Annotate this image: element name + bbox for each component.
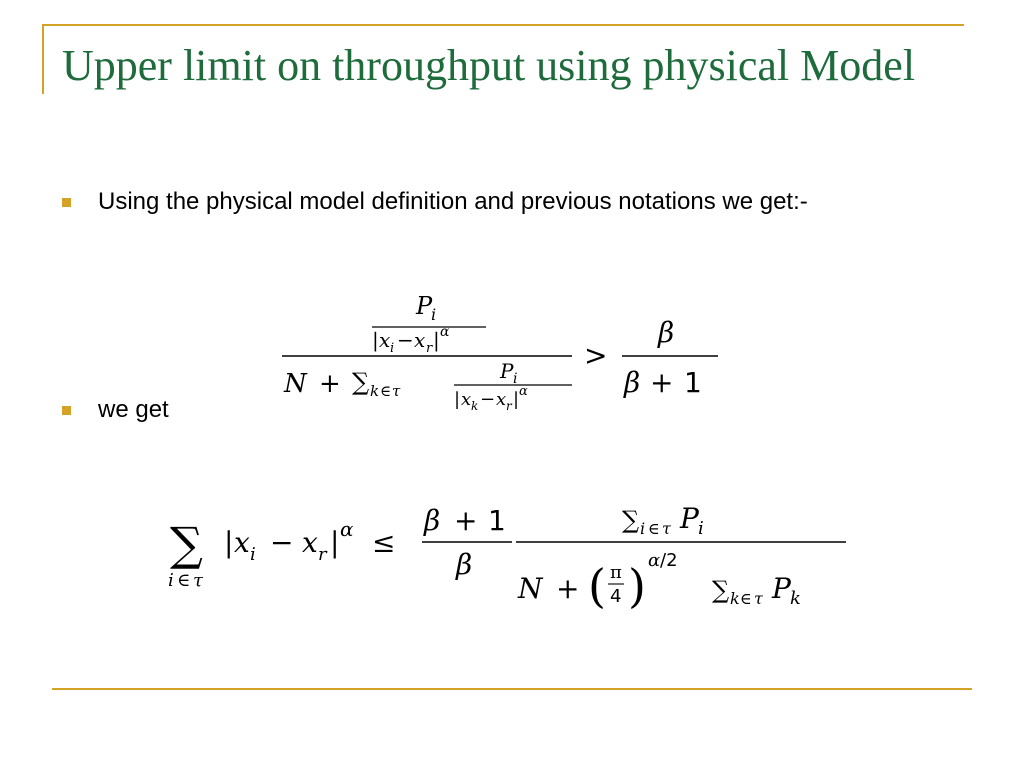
svg-text:P: P — [680, 502, 699, 535]
svg-text:∈: ∈ — [177, 570, 191, 591]
svg-text:x: x — [496, 389, 507, 410]
svg-text:i: i — [513, 371, 518, 387]
svg-text:τ: τ — [754, 589, 763, 608]
svg-text:β: β — [424, 504, 441, 537]
svg-text:−: − — [480, 389, 496, 410]
svg-text:∑: ∑ — [712, 576, 730, 604]
square-bullet-icon — [62, 198, 71, 207]
title-frame-left-rule — [42, 24, 44, 94]
svg-text:−: − — [397, 328, 414, 352]
svg-text:i: i — [431, 305, 437, 324]
svg-text:|: | — [513, 389, 520, 410]
svg-text:α: α — [519, 384, 528, 399]
equation-1-graphic — [276, 284, 726, 414]
svg-text:∈: ∈ — [740, 589, 752, 608]
footer-rule — [52, 688, 972, 690]
svg-text:|: | — [224, 526, 234, 559]
svg-text:P: P — [772, 572, 791, 605]
svg-text:+: + — [319, 369, 341, 399]
svg-text:P: P — [416, 292, 433, 320]
svg-text:x: x — [302, 526, 318, 559]
svg-text:τ: τ — [193, 570, 203, 591]
svg-text:|: | — [454, 389, 461, 410]
bullet-text-2: we get — [98, 396, 169, 423]
svg-text:+: + — [650, 366, 674, 399]
title-frame-top-rule — [42, 24, 964, 26]
svg-text:r: r — [506, 399, 512, 413]
svg-text:−: − — [270, 526, 294, 559]
svg-text:(: ( — [588, 559, 606, 613]
svg-text:1: 1 — [684, 366, 702, 399]
equation-2-graphic — [160, 494, 860, 624]
svg-text:P: P — [500, 359, 514, 383]
svg-text:x: x — [379, 328, 391, 352]
svg-text:i: i — [250, 544, 256, 565]
svg-text:): ) — [628, 559, 646, 613]
svg-text:i: i — [390, 341, 395, 356]
svg-text:|: | — [372, 328, 379, 352]
svg-text:1: 1 — [488, 504, 506, 537]
svg-text:β: β — [624, 366, 641, 399]
svg-text:r: r — [426, 341, 433, 356]
svg-text:∈: ∈ — [648, 519, 660, 538]
svg-text:i: i — [698, 518, 704, 539]
svg-text:/2: /2 — [660, 550, 678, 571]
svg-text:π: π — [610, 562, 622, 583]
svg-text:x: x — [234, 526, 250, 559]
svg-text:N: N — [284, 369, 307, 399]
slide-title: Upper limit on throughput using physical Model — [62, 41, 916, 90]
svg-text:k: k — [730, 589, 740, 608]
svg-text:x: x — [461, 389, 472, 410]
svg-text:k: k — [471, 399, 479, 413]
bullet-item-1 — [62, 188, 808, 216]
svg-text:α: α — [648, 550, 661, 571]
svg-text:i: i — [168, 570, 174, 591]
svg-text:|: | — [433, 328, 440, 352]
svg-text:α: α — [340, 517, 354, 541]
svg-text:k: k — [370, 382, 380, 400]
svg-text:|: | — [330, 526, 340, 559]
svg-text:+: + — [454, 504, 478, 537]
svg-text:∑: ∑ — [622, 506, 640, 534]
equation-sinr-condition — [276, 284, 726, 414]
square-bullet-icon — [62, 406, 71, 415]
svg-text:β: β — [658, 316, 675, 349]
bullet-item-2 — [62, 396, 169, 424]
svg-text:x: x — [414, 328, 426, 352]
svg-text:τ: τ — [662, 519, 671, 538]
svg-text:i: i — [640, 519, 646, 538]
svg-text:≤: ≤ — [372, 526, 396, 559]
svg-text:N: N — [518, 572, 543, 605]
svg-text:α: α — [440, 324, 450, 340]
svg-text:4: 4 — [610, 586, 622, 607]
svg-text:k: k — [790, 588, 801, 609]
svg-text:>: > — [584, 339, 608, 372]
svg-text:τ: τ — [392, 382, 401, 400]
svg-text:r: r — [318, 544, 327, 565]
svg-text:+: + — [556, 572, 580, 605]
equation-throughput-bound — [160, 494, 860, 624]
bullet-text-1: Using the physical model definition and previous notations we get:- — [98, 188, 808, 215]
svg-text:β: β — [456, 548, 473, 581]
svg-text:∑: ∑ — [352, 368, 370, 396]
svg-text:∑: ∑ — [170, 517, 203, 571]
svg-text:∈: ∈ — [380, 382, 392, 400]
